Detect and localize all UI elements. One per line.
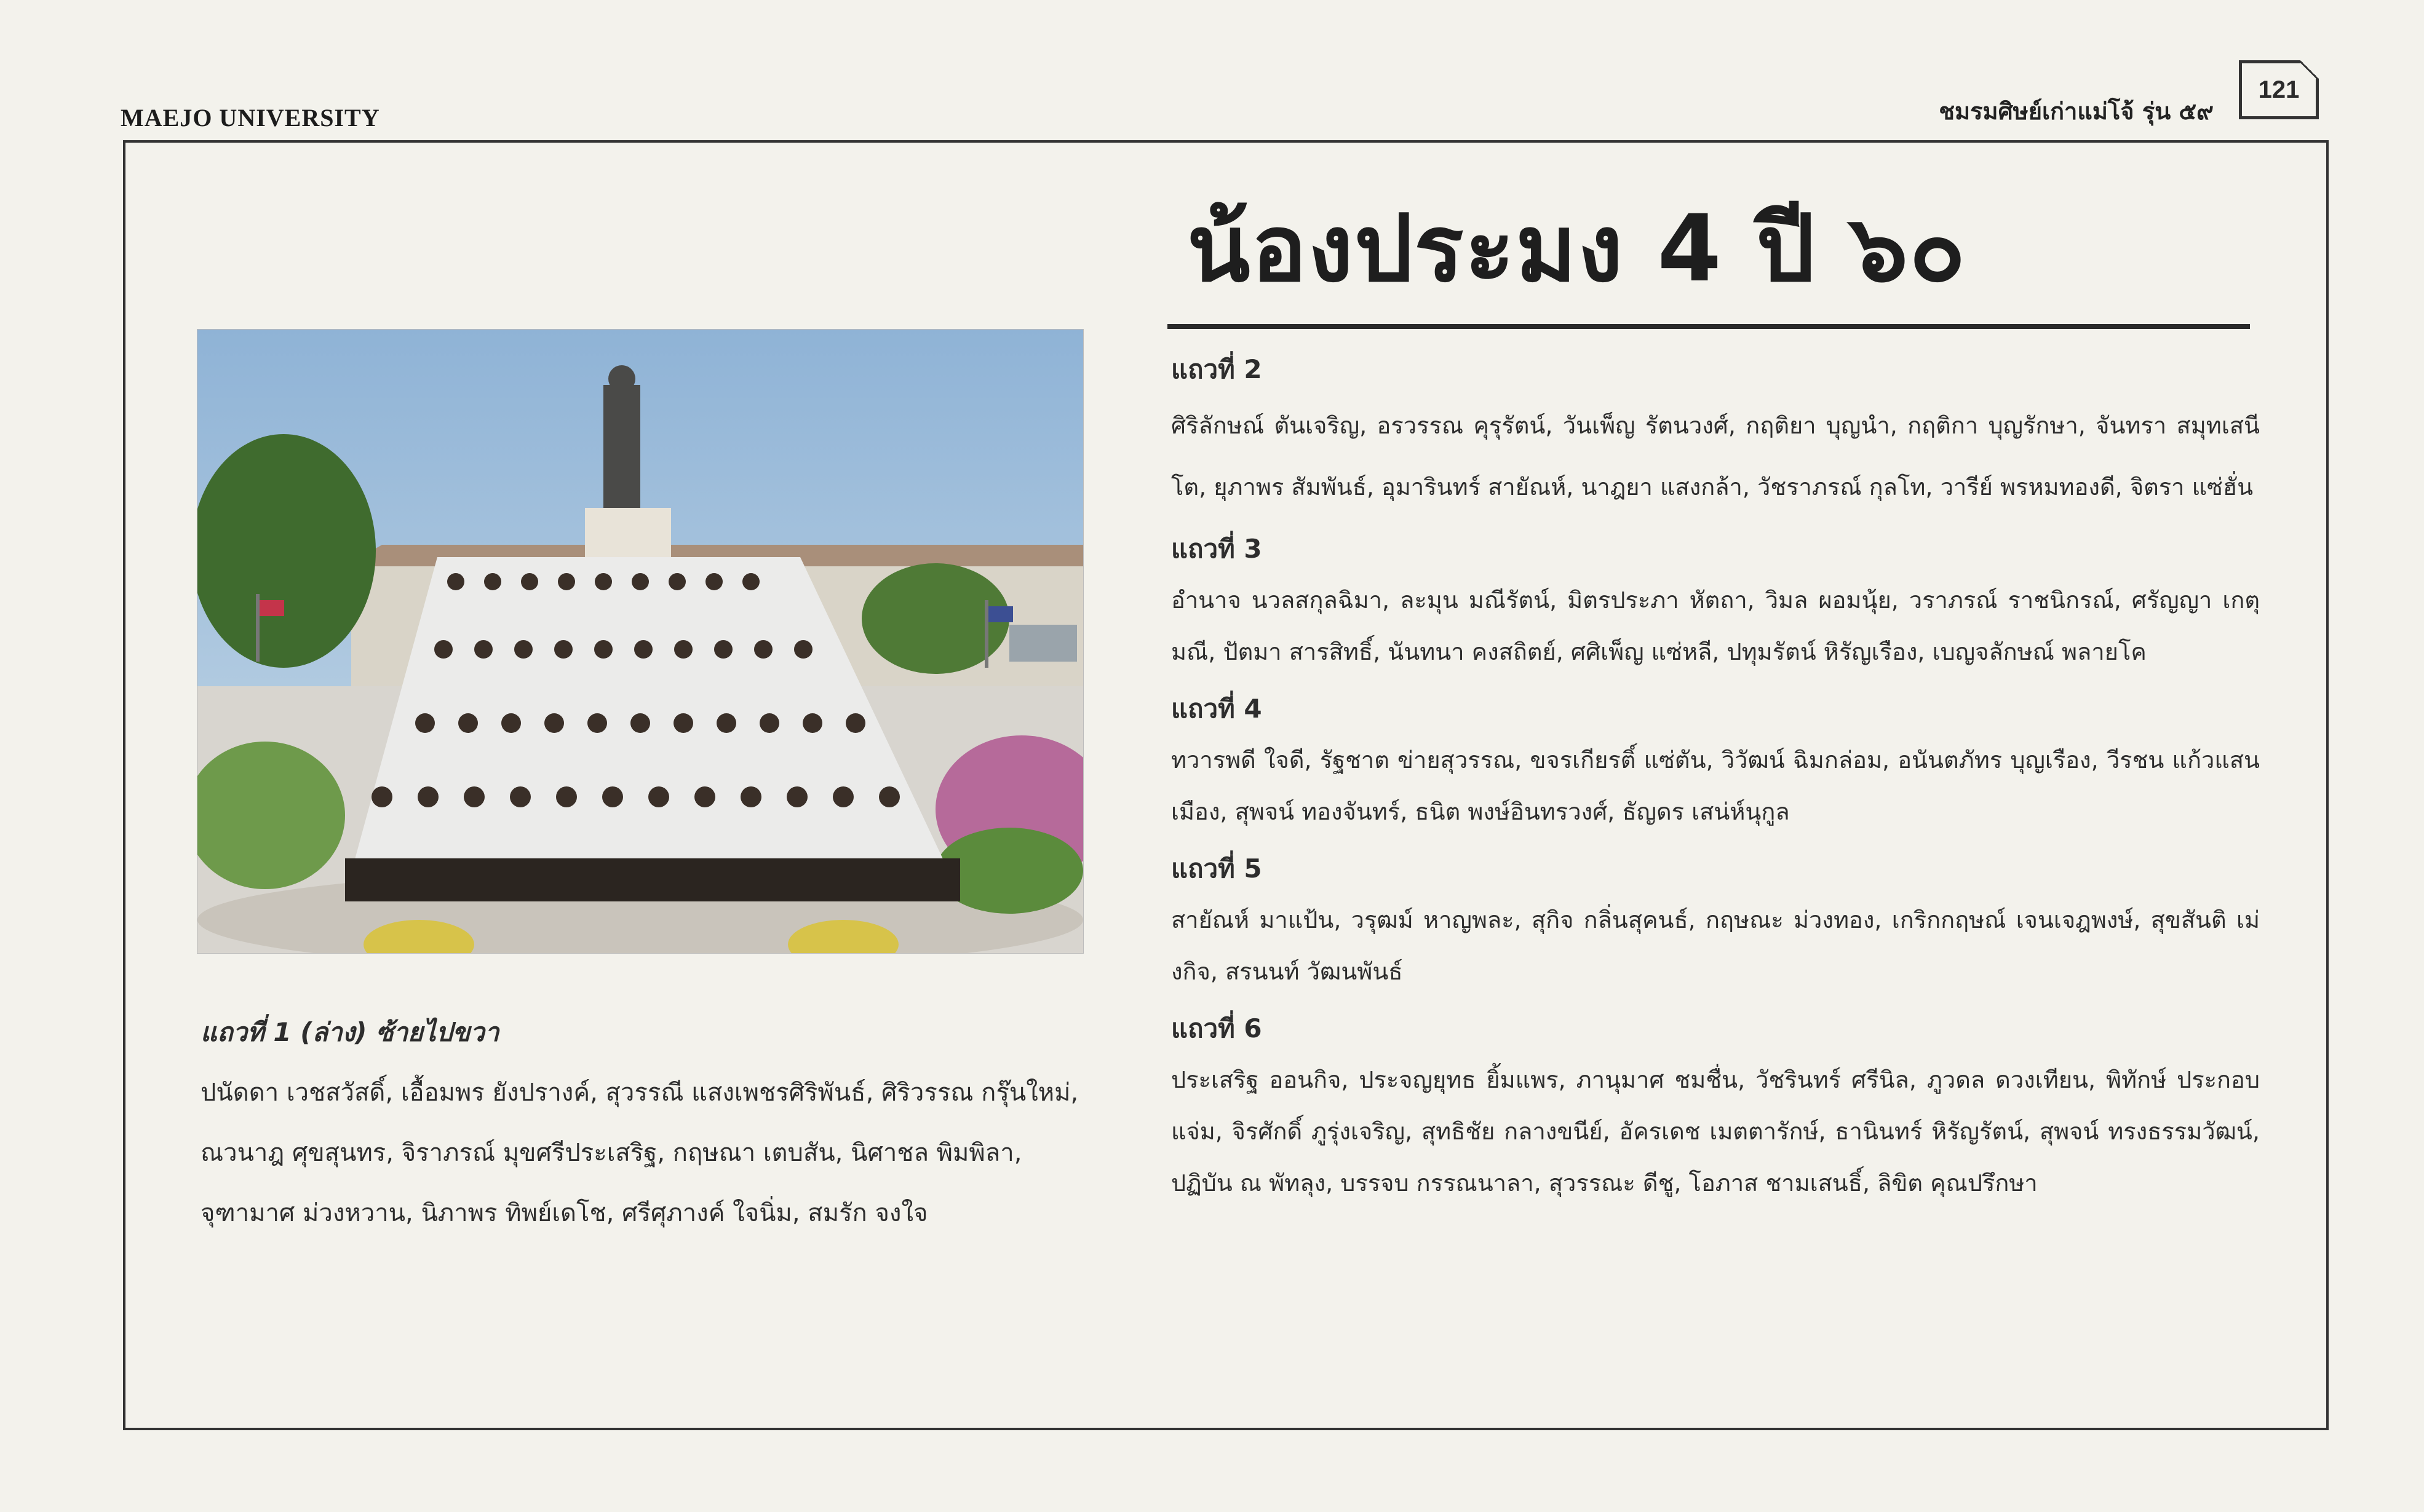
row-1-caption xyxy=(201,1002,1086,1243)
club-name: ชมรมศิษย์เก่าแม่โจ้ รุ่น ๕๙ xyxy=(1939,98,2214,125)
row-6-names: ประเสริฐ ออนกิจ, ประจญยุทธ ยิ้มแพร, ภานุมาศ ชมชื่น, วัชรินทร์ ศรีนิล, ภูวดล ดวงเทียน, พิทักษ์ ประกอบแจ่ม, จิรศักดิ์ ภูรุ่งเจริญ, สุทธิชัย กลางขนีย์, อัครเดช เมตตารักษ์, ธานินทร์ หิรัญรัตน์, สุพจน์ ทรงธรรมวัฒน์, ปฏิบัน ณ พัทลุง, บรรจบ กรรณนาลา, สุวรรณะ ดีชู, โอภาส ชามเสนธิ์, ลิขิต คุณปรึกษา xyxy=(1171,1066,2260,1197)
row-2-heading: แถวที่ 2 xyxy=(1171,354,1262,384)
row-5-heading: แถวที่ 5 xyxy=(1171,853,1262,884)
row-3-heading: แถวที่ 3 xyxy=(1171,534,1262,564)
row-4-heading: แถวที่ 4 xyxy=(1171,694,1262,724)
row-4-names: ทวารพดี ใจดี, รัฐชาต ข่ายสุวรรณ, ขจรเกียรติ์ แซ่ตัน, วิวัฒน์ ฉิมกล่อม, อนันตภัทร บุญเรือง, วีรชน แก้วแสนเมือง, สุพจน์ ทองจันทร์, ธนิต พงษ์อินทรวงศ์, ธัญดร เสน่ห์นุกูล xyxy=(1171,746,2260,825)
row-2-names: ศิริลักษณ์ ตันเจริญ, อรวรรณ คุรุรัตน์, วันเพ็ญ รัตนวงศ์, กฤติยา บุญนำ, กฤติกา บุญรักษา, จันทรา สมุทเสนีโต, ยุภาพร สัมพันธ์, อุมารินทร์ สายัณห์, นาฎยา แสงกล้า, วัชราภรณ์ กุลโท, วารีย์ พรหมทองดี, จิตรา แซ่ฮั่น xyxy=(1171,412,2260,501)
row-1-heading: แถวที่ 1 (ล่าง) ซ้ายไปขวา xyxy=(201,1017,499,1047)
row-list xyxy=(1171,354,2260,1227)
row-5-names: สายัณห์ มาแป้น, วรุฒม์ หาญพละ, สุกิจ กลิ่นสุคนธ์, กฤษณะ ม่วงทอง, เกริกกฤษณ์ เจนเจฎพงษ์, สุขสันติ เม่งกิจ, สรนนท์ วัฒนพันธ์ xyxy=(1171,906,2260,985)
row-6-heading: แถวที่ 6 xyxy=(1171,1013,1262,1043)
university-name: MAEJO UNIVERSITY xyxy=(121,104,380,132)
title-underline xyxy=(1167,324,2250,329)
row-3-names: อำนาจ นวลสกุลฉิมา, ละมุน มณีรัตน์, มิตรประภา หัตถา, วิมล ผอมนุ้ย, วราภรณ์ ราชนิกรณ์, ศรัญญา เกตุมณี, ปัตมา สารสิทธิ์, นันทนา คงสถิตย์, ศศิเพ็ญ แซ่หลี, ปทุมรัตน์ หิรัญเรือง, เบญจลักษณ์ พลายโค xyxy=(1171,587,2260,665)
page-number: 121 xyxy=(2239,60,2319,119)
group-photo xyxy=(197,329,1084,954)
page-title: น้องประมง 4 ปี ๖๐ xyxy=(1187,196,1967,303)
row-1-names: ปนัดดา เวชสวัสดิ์, เอื้อมพร ยังปรางค์, สุวรรณี แสงเพชรศิริพันธ์, ศิริวรรณ กรุ๊นใหม่, ณวนาฎ ศุขสุนทร, จิราภรณ์ มุขศรีประเสริฐ, กฤษณา เตบสัน, นิศาชล พิมพิลา, จุฑามาศ ม่วงหวาน, นิภาพร ทิพย์เดโช, ศรีศุภางค์ ใจนิ่ม, สมรัก จงใจ xyxy=(201,1079,1079,1227)
